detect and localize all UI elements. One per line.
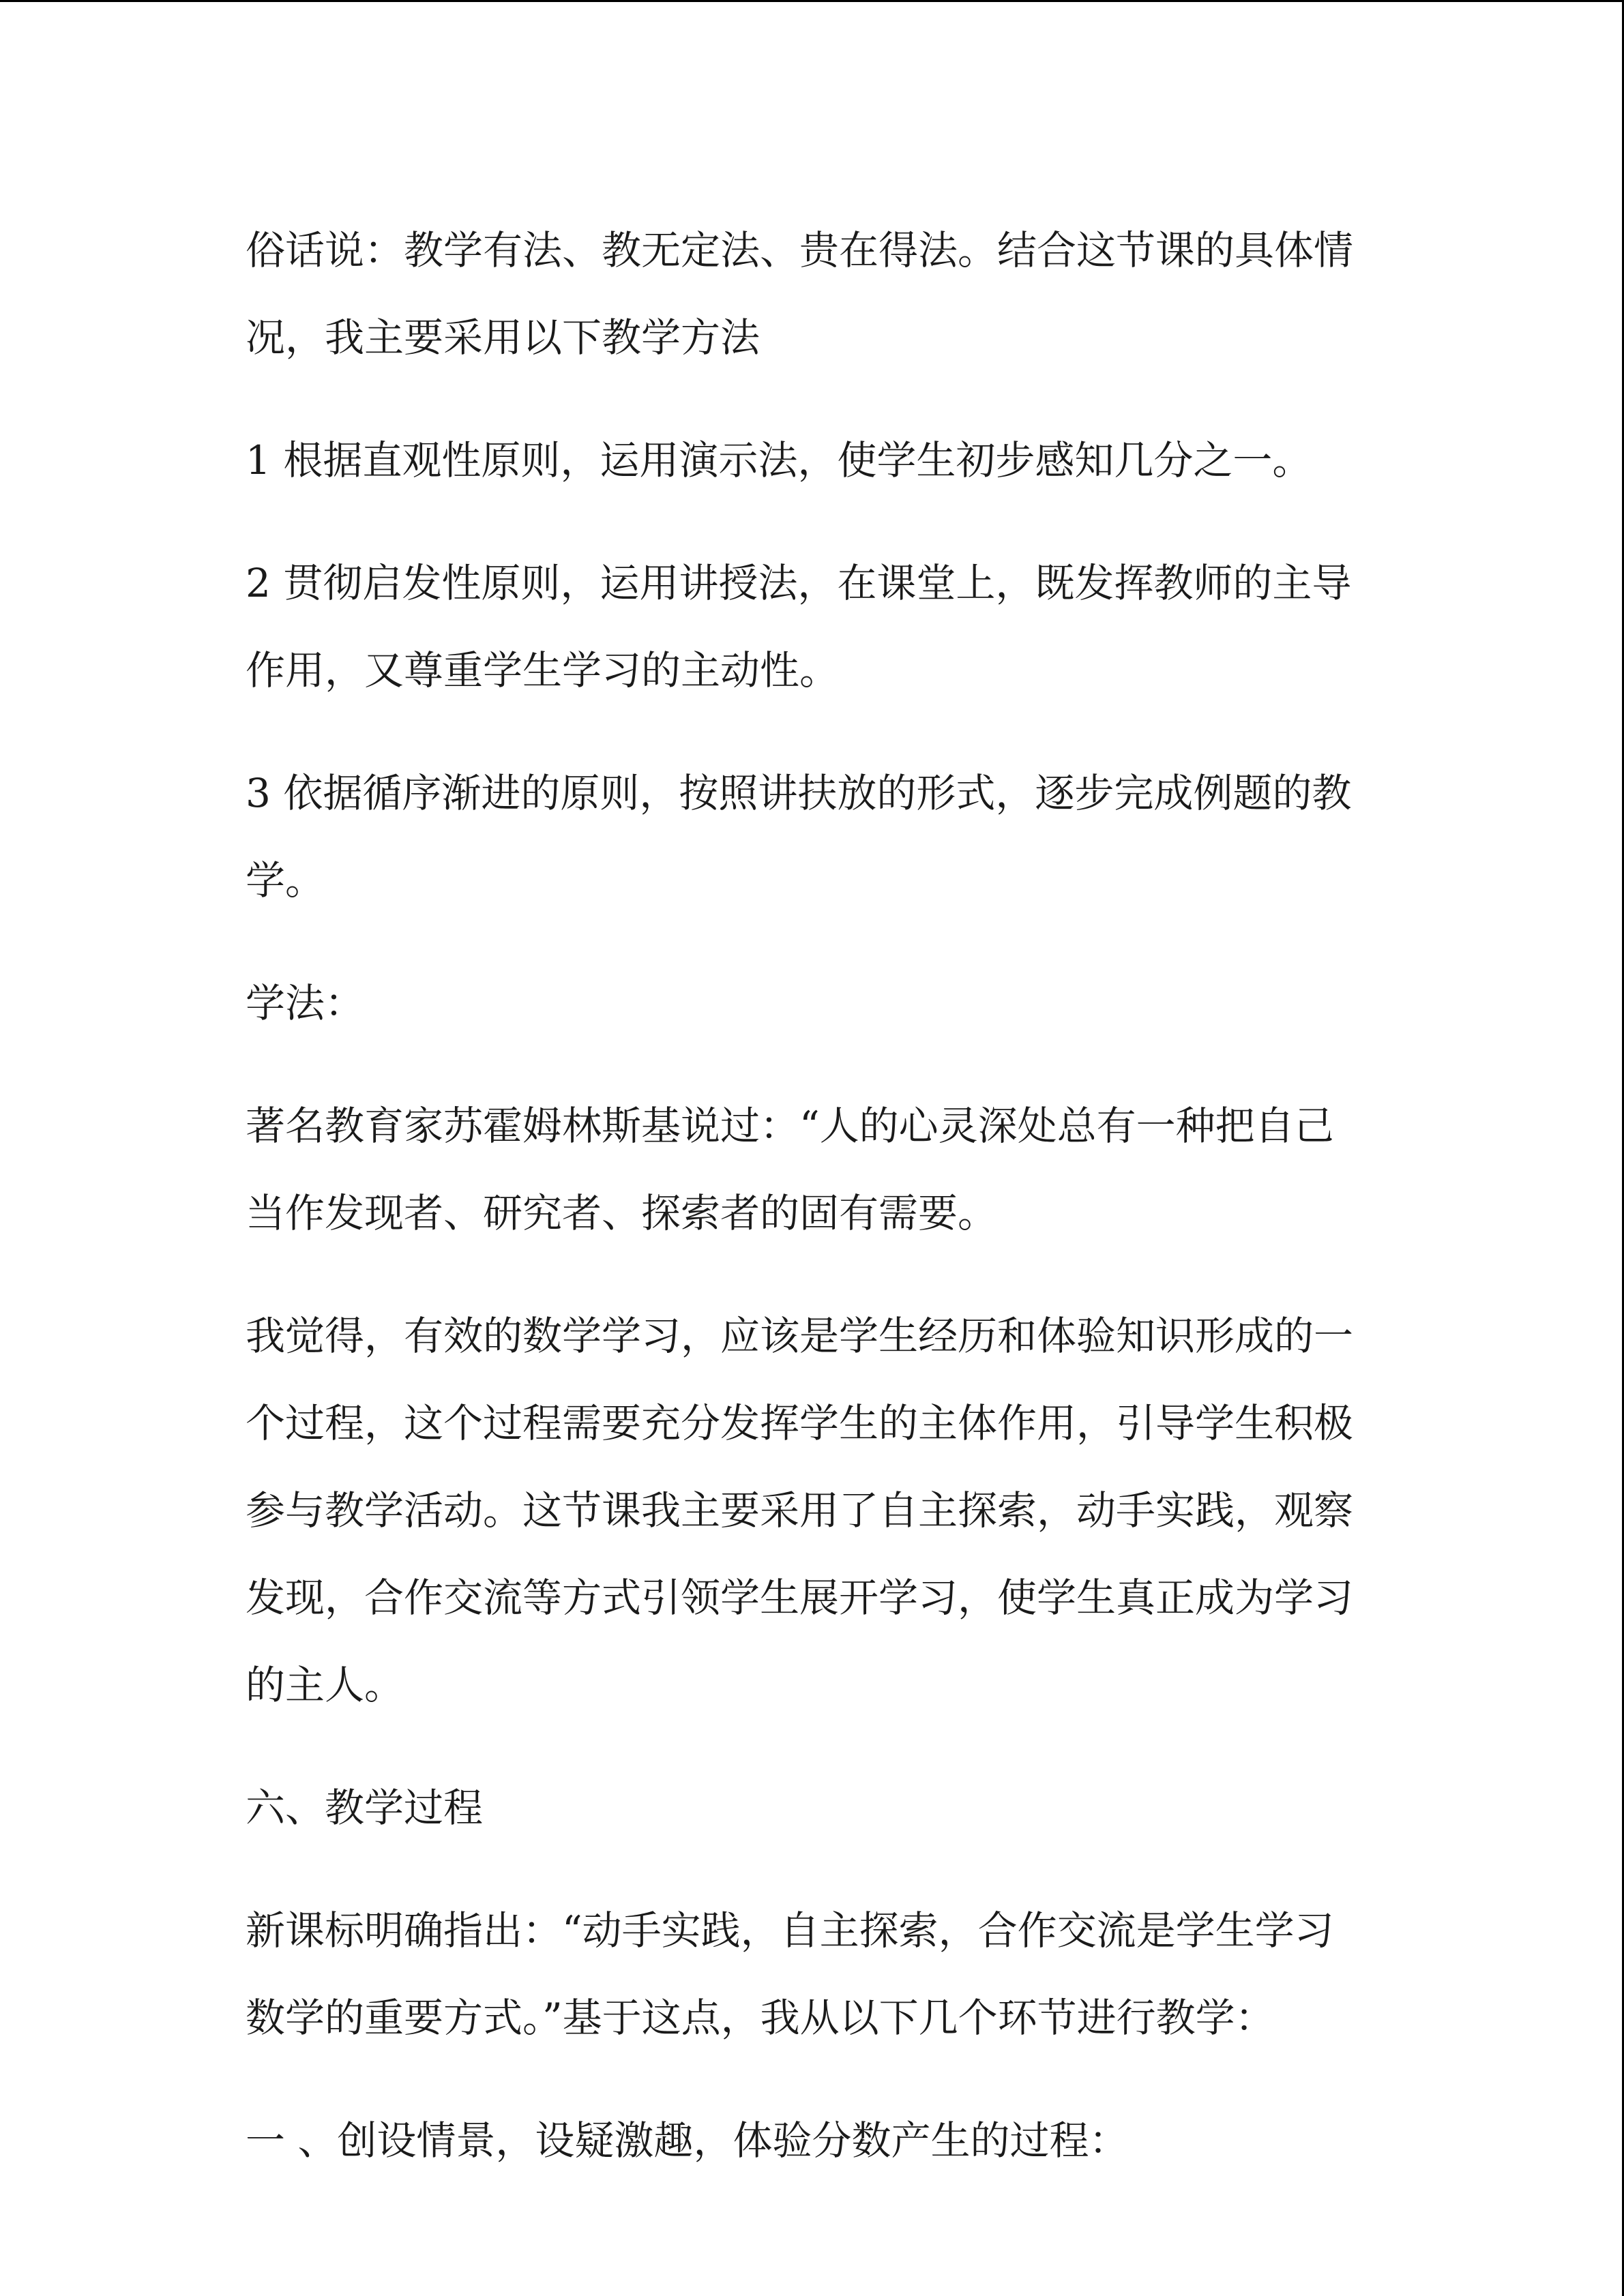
heading-step-one: 一 、创设情景，设疑激趣，体验分数产生的过程： [246,2117,1129,2164]
paragraph-teaching-methods-intro: 俗话说：教学有法、教无定法、贵在得法。结合这节课的具体情况，我主要采用以下教学方法 [246,227,1354,361]
paragraph-quote: 著名教育家苏霍姆林斯基说过：“人的心灵深处总有一种把自己当作发现者、研究者、探索者的固有需要。 [246,1103,1334,1236]
paragraph-method-2: 2 贯彻启发性原则，运用讲授法，在课堂上，既发挥教师的主导作用，又尊重学生学习的主动性。 [246,560,1352,694]
paragraph-effective-learning: 我觉得，有效的数学学习，应该是学生经历和体验知识形成的一个过程，这个过程需要充分发挥学生的主体作用，引导学生积极参与教学活动。这节课我主要采用了自主探索，动手实践，观察发现，合作交流等方式引领学生展开学习，使学生真正成为学习的主人。 [246,1313,1354,1708]
paragraph-method-3: 3 依据循序渐进的原则，按照讲扶放的形式，逐步完成例题的教学。 [246,770,1352,904]
heading-learning-methods: 学法： [246,980,365,1026]
paragraph-curriculum-standard: 新课标明确指出：“动手实践，自主探索，合作交流是学生学习数学的重要方式。”基于这点，我从以下几个环节进行教学： [246,1907,1334,2041]
paragraph-method-1: 1 根据直观性原则，运用演示法，使学生初步感知几分之一。 [246,437,1312,483]
heading-teaching-process: 六、教学过程 [246,1785,484,1831]
document-body [246,207,1364,2220]
